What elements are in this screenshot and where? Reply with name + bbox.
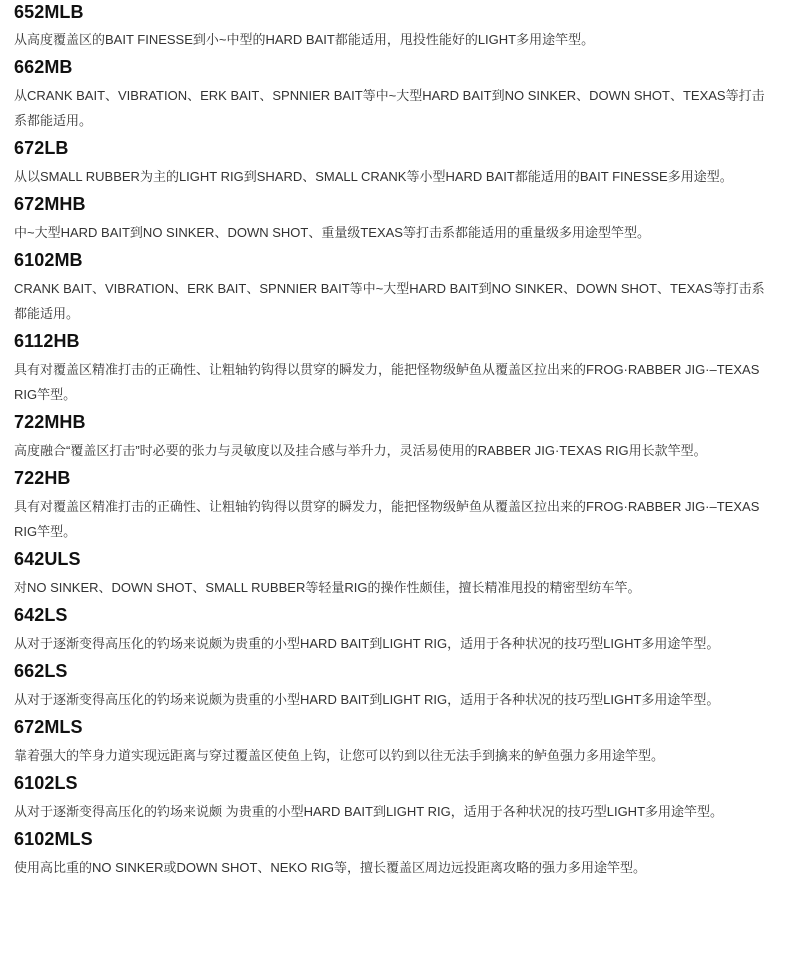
rod-entry-652mlb <box>14 0 776 54</box>
rod-model-title: 6112HB <box>14 331 80 351</box>
rod-model-description: 从CRANK BAIT、VIBRATION、ERK BAIT、SPNNIER BAIT等中~大型HARD BAIT到NO SINKER、DOWN SHOT、TEXAS等打击系都能适用。 <box>14 88 765 128</box>
rod-model-description: 从对于逐渐变得高压化的钓场来说颇为贵重的小型HARD BAIT到LIGHT RIG，适用于各种状况的技巧型LIGHT多用途竿型。 <box>14 636 720 651</box>
rod-model-title: 662LS <box>14 661 68 681</box>
rod-model-description: 具有对覆盖区精准打击的正确性、让粗轴钓钩得以贯穿的瞬发力，能把怪物级鲈鱼从覆盖区拉出来的FROG·RABBER JIG·–TEXAS RIG竿型。 <box>14 499 760 539</box>
rod-entry-6102ls <box>14 770 776 826</box>
rod-model-description: 具有对覆盖区精准打击的正确性、让粗轴钓钩得以贯穿的瞬发力，能把怪物级鲈鱼从覆盖区拉出来的FROG·RABBER JIG·–TEXAS RIG竿型。 <box>14 362 760 402</box>
rod-model-description: 从高度覆盖区的BAIT FINESSE到小~中型的HARD BAIT都能适用，甩投性能好的LIGHT多用途竿型。 <box>14 32 595 47</box>
rod-entry-722hb <box>14 465 776 546</box>
rod-entry-672mls <box>14 714 776 770</box>
rod-model-title: 6102MB <box>14 250 83 270</box>
rod-model-title: 662MB <box>14 57 73 77</box>
rod-model-description: CRANK BAIT、VIBRATION、ERK BAIT、SPNNIER BAIT等中~大型HARD BAIT到NO SINKER、DOWN SHOT、TEXAS等打击系都能适用。 <box>14 281 765 321</box>
rod-model-title: 672MHB <box>14 194 86 214</box>
rod-model-description: 对NO SINKER、DOWN SHOT、SMALL RUBBER等轻量RIG的操作性颇佳，擅长精准甩投的精密型纺车竿。 <box>14 580 641 595</box>
rod-model-description: 使用高比重的NO SINKER或DOWN SHOT、NEKO RIG等，擅长覆盖区周边远投距离攻略的强力多用途竿型。 <box>14 860 646 875</box>
rod-entry-672mhb <box>14 191 776 247</box>
rod-entry-722mhb <box>14 409 776 465</box>
rod-model-title: 652MLB <box>14 2 84 22</box>
rod-model-title: 672LB <box>14 138 69 158</box>
rod-entry-662mb <box>14 54 776 135</box>
rod-entry-642uls <box>14 546 776 602</box>
rod-model-description: 从对于逐渐变得高压化的钓场来说颇 为贵重的小型HARD BAIT到LIGHT RIG，适用于各种状况的技巧型LIGHT多用途竿型。 <box>14 804 724 819</box>
rod-model-description: 从以SMALL RUBBER为主的LIGHT RIG到SHARD、SMALL CRANK等小型HARD BAIT都能适用的BAIT FINESSE多用途型。 <box>14 169 733 184</box>
rod-entry-6102mls <box>14 826 776 882</box>
rod-model-description: 从对于逐渐变得高压化的钓场来说颇为贵重的小型HARD BAIT到LIGHT RIG，适用于各种状况的技巧型LIGHT多用途竿型。 <box>14 692 720 707</box>
rod-model-description: 靠着强大的竿身力道实现远距离与穿过覆盖区使鱼上钩，让您可以钓到以往无法手到擒来的鲈鱼强力多用途竿型。 <box>14 748 665 763</box>
rod-entry-6102mb <box>14 247 776 328</box>
rod-entry-672lb <box>14 135 776 191</box>
rod-entry-6112hb <box>14 328 776 409</box>
rod-model-title: 6102MLS <box>14 829 93 849</box>
rod-model-title: 672MLS <box>14 717 83 737</box>
rod-entry-642ls <box>14 602 776 658</box>
rod-model-title: 642LS <box>14 605 68 625</box>
rod-model-title: 722MHB <box>14 412 86 432</box>
rod-model-description: 中~大型HARD BAIT到NO SINKER、DOWN SHOT、重量级TEXAS等打击系都能适用的重量级多用途型竿型。 <box>14 225 650 240</box>
rod-entry-662ls <box>14 658 776 714</box>
rod-model-title: 722HB <box>14 468 71 488</box>
rod-model-description: 高度融合“覆盖区打击”时必要的张力与灵敏度以及挂合感与举升力，灵活易使用的RABBER JIG·TEXAS RIG用长款竿型。 <box>14 443 707 458</box>
rod-model-title: 642ULS <box>14 549 81 569</box>
rod-model-title: 6102LS <box>14 773 78 793</box>
